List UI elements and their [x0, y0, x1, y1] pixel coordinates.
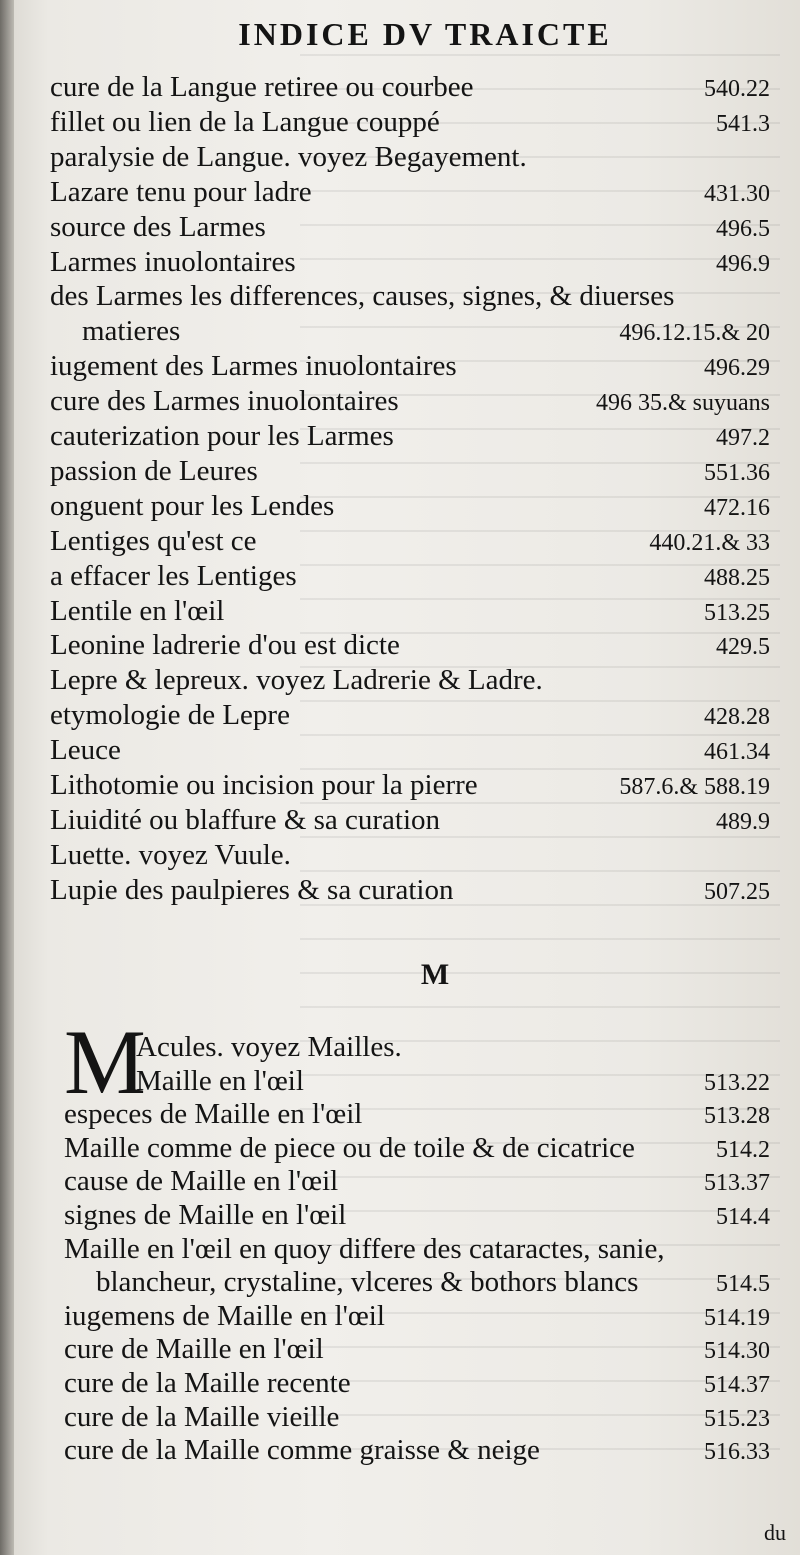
entry-text: passion de Leures: [50, 454, 258, 487]
index-entry: [50, 140, 770, 174]
index-entry: [50, 245, 770, 279]
entry-page-ref: 514.2: [716, 1136, 770, 1163]
index-entry: [50, 803, 770, 837]
index-entry: [50, 559, 770, 593]
index-entry: [136, 1030, 770, 1064]
entry-text: cure de la Maille recente: [64, 1367, 351, 1399]
entry-page-ref: 431.30: [704, 180, 770, 207]
running-head: INDICE DV TRAICTE: [238, 16, 612, 52]
entry-text: Larmes inuolontaires: [50, 245, 296, 278]
index-entry: [50, 873, 770, 907]
index-entry: [50, 384, 770, 418]
entry-text: a effacer les Lentiges: [50, 559, 297, 592]
index-entry: [50, 698, 770, 732]
entry-text: Leonine ladrerie d'ou est dicte: [50, 629, 400, 662]
entry-text: Lentile en l'œil: [50, 594, 225, 627]
index-entry: [50, 524, 770, 558]
entry-text: cause de Maille en l'œil: [64, 1165, 339, 1198]
entry-page-ref: 428.28: [704, 704, 770, 731]
entry-page-ref: 496.9: [716, 250, 770, 277]
index-entry: [64, 1097, 770, 1131]
section-letter: M: [420, 958, 450, 991]
index-entry: [136, 1064, 770, 1098]
entry-text: signes de Maille en l'œil: [64, 1199, 347, 1231]
entry-text: Lentiges qu'est ce: [50, 524, 257, 557]
entry-text: matieres: [82, 315, 181, 348]
entry-page-ref: 514.5: [716, 1271, 770, 1298]
entry-text: Lithotomie ou incision pour la pierre: [50, 769, 478, 801]
index-entry: [64, 1265, 770, 1299]
entry-text: Lepre & lepreux. voyez Ladrerie & Ladre.: [50, 664, 543, 697]
entry-page-ref: 496.5: [716, 215, 770, 242]
entry-text: Acules. voyez Mailles.: [136, 1031, 402, 1063]
entry-page-ref: 461.34: [704, 739, 770, 766]
index-entry: [50, 105, 770, 139]
index-entry: [50, 733, 770, 767]
index-entry: [64, 1366, 770, 1400]
entry-page-ref: 513.37: [704, 1170, 770, 1197]
index-entry: [64, 1131, 770, 1165]
entry-text: cure de la Maille comme graisse & neige: [64, 1434, 540, 1467]
entry-text: cure de la Langue retiree ou courbee: [50, 71, 474, 103]
index-entry: [64, 1332, 770, 1366]
index-entry: [50, 175, 770, 209]
entry-text: especes de Maille en l'œil: [64, 1098, 363, 1131]
index-entry: [50, 663, 770, 697]
entry-page-ref: 513.28: [704, 1103, 770, 1130]
index-entry: [64, 1198, 770, 1232]
entry-page-ref: 514.19: [704, 1304, 770, 1331]
index-entry: [64, 1433, 770, 1467]
index-entry: [64, 1400, 770, 1434]
index-entry: [64, 1164, 770, 1198]
dropcap-initial: M: [64, 1011, 146, 1113]
entry-text: Lazare tenu pour ladre: [50, 175, 312, 208]
entry-page-ref: 496.29: [704, 355, 770, 382]
index-entry: [50, 70, 770, 104]
entry-page-ref: 541.3: [716, 110, 770, 137]
index-entry: [50, 838, 770, 872]
entry-page-ref: 551.36: [704, 459, 770, 486]
index-entry: [50, 279, 770, 313]
entry-text: fillet ou lien de la Langue couppé: [50, 105, 440, 138]
index-entry: [64, 1232, 770, 1266]
entry-page-ref: 540.22: [704, 76, 770, 102]
entry-page-ref: 513.25: [704, 599, 770, 626]
entry-text: cure de la Maille vieille: [64, 1400, 340, 1433]
index-entry: [50, 628, 770, 662]
entry-page-ref: 516.33: [704, 1439, 770, 1466]
entry-page-ref: 514.37: [704, 1372, 770, 1398]
index-entry: [50, 210, 770, 244]
entry-text: iugement des Larmes inuolontaires: [50, 350, 457, 383]
entry-page-ref: 472.16: [704, 494, 770, 521]
entry-page-ref: 496 35.& suyuans: [596, 390, 770, 417]
index-entry: [50, 349, 770, 383]
entry-page-ref: 496.12.15.& 20: [619, 320, 770, 347]
entry-text: etymologie de Lepre: [50, 699, 290, 732]
entry-page-ref: 429.5: [716, 634, 770, 661]
entry-page-ref: 440.21.& 33: [649, 529, 770, 556]
entry-text: iugemens de Maille en l'œil: [64, 1299, 385, 1332]
entry-text: paralysie de Langue. voyez Begayement.: [50, 140, 527, 173]
entry-page-ref: 514.4: [716, 1204, 770, 1230]
index-entry: [64, 1299, 770, 1333]
entry-text: cure de Maille en l'œil: [64, 1333, 324, 1366]
entry-text: Liuidité ou blaffure & sa curation: [50, 803, 441, 836]
entry-text: Leuce: [50, 734, 121, 767]
index-entry: [50, 314, 770, 348]
entry-text: source des Larmes: [50, 210, 266, 243]
entry-text: des Larmes les differences, causes, signes, & diuerses: [50, 280, 675, 313]
index-entry: [50, 768, 770, 802]
index-entry: [50, 454, 770, 488]
entry-text: Lupie des paulpieres & sa curation: [50, 873, 454, 906]
entry-page-ref: 489.9: [716, 808, 770, 835]
entry-page-ref: 587.6.& 588.19: [619, 774, 770, 800]
index-entry: [50, 419, 770, 453]
entry-page-ref: 497.2: [716, 425, 770, 451]
entry-page-ref: 514.30: [704, 1338, 770, 1365]
index-entry: [50, 594, 770, 628]
entry-text: cure des Larmes inuolontaires: [50, 385, 399, 418]
entry-text: Maille en l'œil: [136, 1064, 304, 1097]
entry-text: Luette. voyez Vuule.: [50, 838, 291, 871]
entry-page-ref: 513.22: [704, 1069, 770, 1096]
entry-text: onguent pour les Lendes: [50, 489, 335, 522]
catchword: du: [764, 1520, 786, 1545]
entry-page-ref: 507.25: [704, 878, 770, 905]
entry-text: blancheur, crystaline, vlceres & bothors blancs: [96, 1266, 639, 1299]
entry-text: cauterization pour les Larmes: [50, 420, 394, 452]
index-entry: [50, 489, 770, 523]
entry-text: Maille en l'œil en quoy differe des cataractes, sanie,: [64, 1232, 665, 1265]
entry-page-ref: 488.25: [704, 564, 770, 591]
entry-text: Maille comme de piece ou de toile & de cicatrice: [64, 1131, 635, 1164]
entry-page-ref: 515.23: [704, 1405, 770, 1432]
